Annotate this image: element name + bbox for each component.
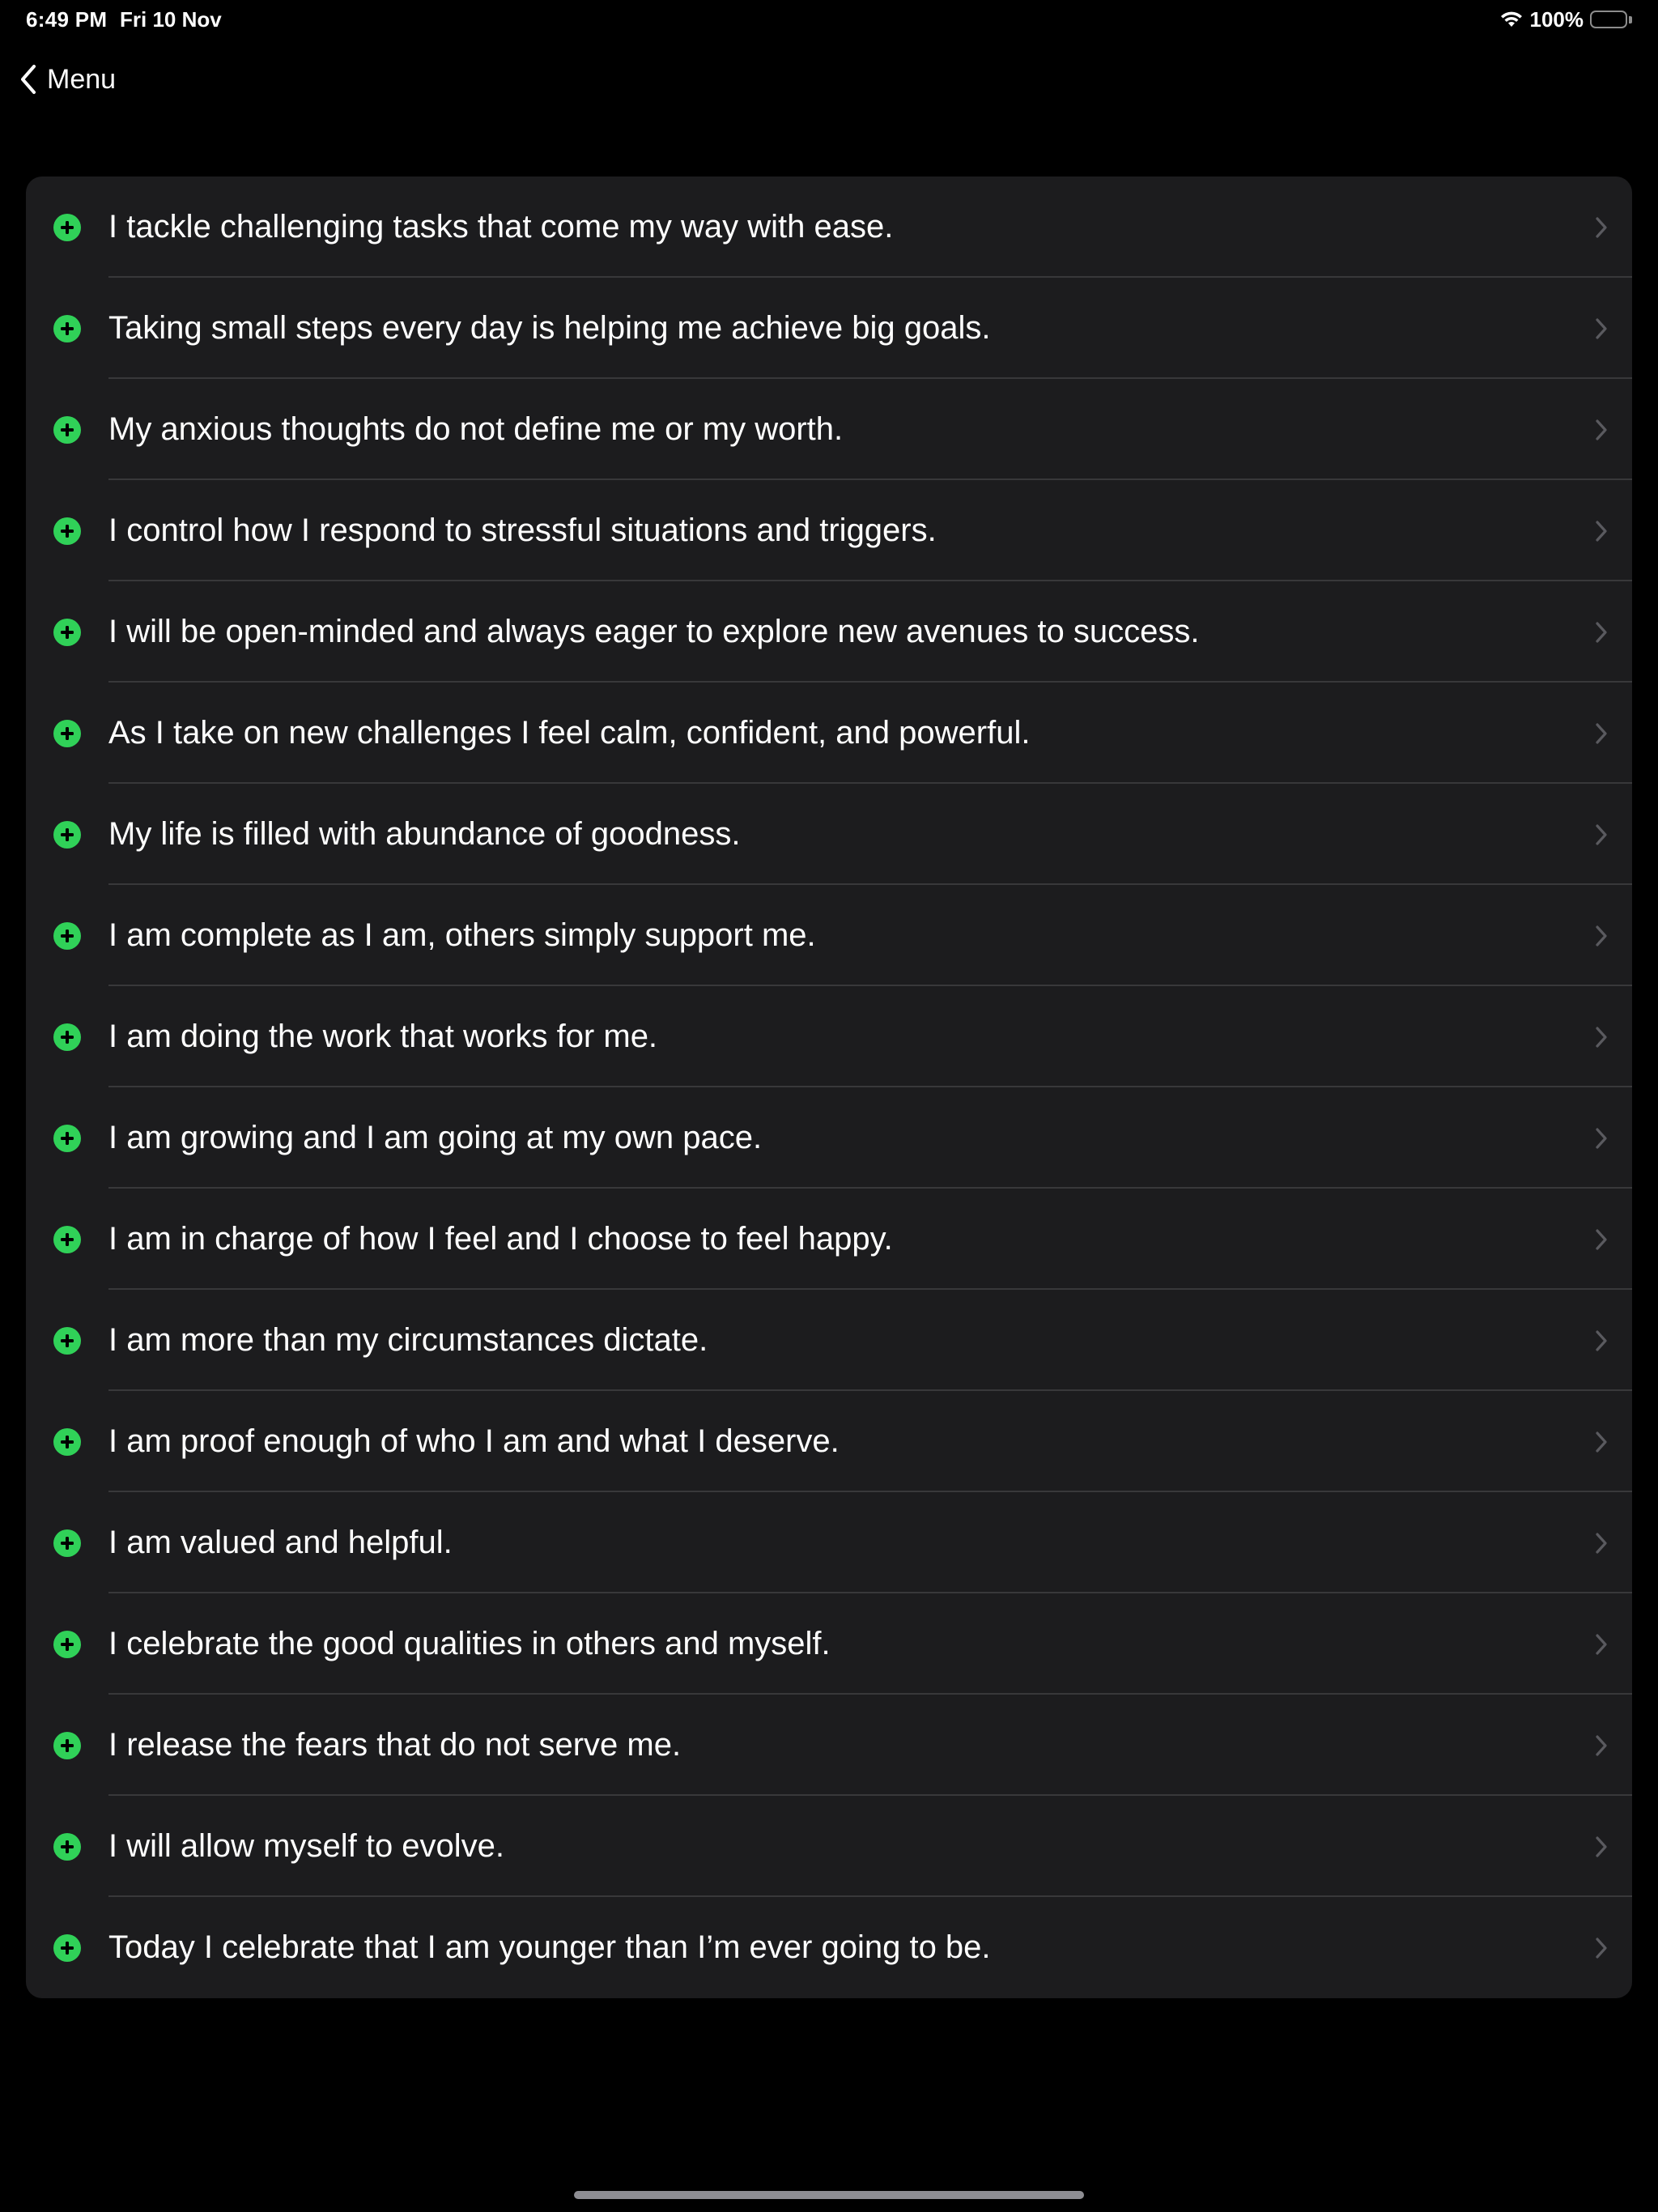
list-item[interactable] (26, 379, 1632, 480)
chevron-right-icon (1595, 419, 1608, 441)
list-item[interactable] (26, 278, 1632, 379)
status-time: 6:49 PM (26, 7, 108, 32)
list-item[interactable] (26, 1796, 1632, 1897)
affirmation-text: I control how I respond to stressful situations and triggers. (108, 513, 937, 548)
add-circle-icon[interactable] (53, 619, 81, 646)
affirmation-text: My life is filled with abundance of goodness. (108, 816, 741, 852)
chevron-right-icon (1595, 520, 1608, 542)
affirmation-text: I am growing and I am going at my own pace. (108, 1120, 763, 1155)
list-item[interactable] (26, 1087, 1632, 1189)
add-circle-icon[interactable] (53, 720, 81, 747)
chevron-right-icon (1595, 1026, 1608, 1049)
affirmation-text: My anxious thoughts do not define me or my worth. (108, 411, 844, 447)
status-indicators (1499, 6, 1633, 32)
chevron-right-icon (1595, 925, 1608, 947)
add-circle-icon[interactable] (53, 1428, 81, 1456)
chevron-right-icon (1595, 1431, 1608, 1453)
home-indicator[interactable] (574, 2191, 1084, 2199)
affirmation-text: I will be open-minded and always eager to explore new avenues to success. (108, 614, 1200, 649)
chevron-right-icon (1595, 317, 1608, 340)
chevron-right-icon (1595, 1329, 1608, 1352)
add-circle-icon[interactable] (53, 821, 81, 849)
status-bar (0, 0, 1658, 39)
add-circle-icon[interactable] (53, 1732, 81, 1759)
add-circle-icon[interactable] (53, 1023, 81, 1051)
battery-icon (1590, 11, 1632, 28)
affirmation-text: Today I celebrate that I am younger than I’m ever going to be. (108, 1929, 991, 1965)
chevron-right-icon (1595, 1937, 1608, 1959)
add-circle-icon[interactable] (53, 1631, 81, 1658)
chevron-right-icon (1595, 1836, 1608, 1858)
affirmation-text: I am doing the work that works for me. (108, 1019, 658, 1054)
back-button[interactable] (19, 58, 116, 100)
status-date: Fri 10 Nov (120, 7, 222, 32)
list-item[interactable] (26, 1593, 1632, 1695)
affirmation-text: As I take on new challenges I feel calm, confident, and powerful. (108, 715, 1031, 751)
affirmation-text: I am in charge of how I feel and I choose to feel happy. (108, 1221, 893, 1257)
chevron-right-icon (1595, 823, 1608, 846)
affirmation-text: I tackle challenging tasks that come my way with ease. (108, 209, 894, 245)
affirmation-text: I am proof enough of who I am and what I deserve. (108, 1423, 840, 1459)
add-circle-icon[interactable] (53, 1529, 81, 1557)
affirmation-text: I will allow myself to evolve. (108, 1828, 505, 1864)
list-item[interactable] (26, 1695, 1632, 1796)
add-circle-icon[interactable] (53, 922, 81, 950)
affirmation-text: I am more than my circumstances dictate. (108, 1322, 708, 1358)
add-circle-icon[interactable] (53, 1226, 81, 1253)
chevron-right-icon (1595, 216, 1608, 239)
chevron-right-icon (1595, 722, 1608, 745)
affirmation-text: Taking small steps every day is helping me achieve big goals. (108, 310, 991, 346)
list-item[interactable] (26, 1189, 1632, 1290)
list-item[interactable] (26, 683, 1632, 784)
chevron-right-icon (1595, 1633, 1608, 1656)
add-circle-icon[interactable] (53, 214, 81, 241)
chevron-right-icon (1595, 1228, 1608, 1251)
add-circle-icon[interactable] (53, 1833, 81, 1861)
list-item[interactable] (26, 1897, 1632, 1998)
affirmation-text: I release the fears that do not serve me. (108, 1727, 682, 1763)
list-item[interactable] (26, 177, 1632, 278)
affirmation-text: I am valued and helpful. (108, 1525, 453, 1560)
list-item[interactable] (26, 784, 1632, 885)
list-item[interactable] (26, 986, 1632, 1087)
list-item[interactable] (26, 1492, 1632, 1593)
add-circle-icon[interactable] (53, 1327, 81, 1355)
chevron-right-icon (1595, 1532, 1608, 1555)
chevron-right-icon (1595, 1127, 1608, 1150)
add-circle-icon[interactable] (53, 1934, 81, 1962)
add-circle-icon[interactable] (53, 315, 81, 342)
add-circle-icon[interactable] (53, 517, 81, 545)
affirmation-list (26, 177, 1632, 1998)
affirmation-text: I celebrate the good qualities in others and myself. (108, 1626, 831, 1661)
list-item[interactable] (26, 480, 1632, 581)
add-circle-icon[interactable] (53, 416, 81, 444)
chevron-left-icon (19, 64, 37, 95)
chevron-right-icon (1595, 1734, 1608, 1757)
list-item[interactable] (26, 581, 1632, 683)
back-label: Menu (47, 63, 117, 95)
list-item[interactable] (26, 1290, 1632, 1391)
chevron-right-icon (1595, 621, 1608, 644)
wifi-icon (1499, 11, 1524, 28)
add-circle-icon[interactable] (53, 1125, 81, 1152)
list-item[interactable] (26, 1391, 1632, 1492)
list-item[interactable] (26, 885, 1632, 986)
affirmation-text: I am complete as I am, others simply support me. (108, 917, 816, 953)
battery-percent: 100% (1529, 6, 1584, 32)
